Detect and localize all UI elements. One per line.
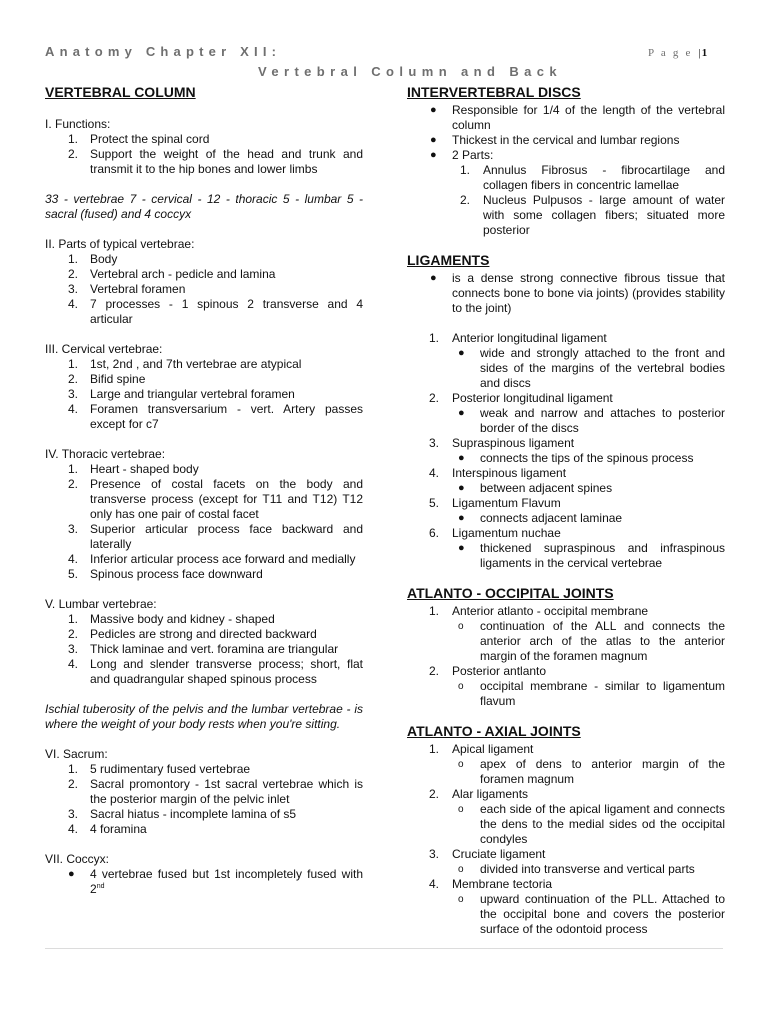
coccyx-heading: VII. Coccyx: bbox=[45, 852, 110, 866]
list-item: ● thickened supraspinous and infraspinous ligaments in the cervical vertebrae bbox=[458, 541, 725, 570]
list-item: 4. Foramen transversarium - vert. Artery passes except for c7 bbox=[68, 402, 363, 431]
page-number-value: 1 bbox=[701, 47, 708, 59]
chapter-subtitle: Vertebral Column and Back bbox=[258, 64, 563, 79]
list-item: 1. Massive body and kidney - shaped bbox=[68, 612, 275, 626]
bullet-icon: ● bbox=[458, 512, 465, 524]
bullet-icon: ● bbox=[458, 452, 465, 464]
list-item: ● wide and strongly attached to the front and sides of the margins of the vertebral bodies and discs bbox=[458, 346, 725, 390]
list-item: o apex of dens to anterior margin of the foramen magnum bbox=[458, 757, 725, 786]
list-item: 3. Large and triangular vertebral foramen bbox=[68, 387, 295, 401]
page-label: P a g e bbox=[648, 47, 693, 59]
list-item: 3. Vertebral foramen bbox=[68, 282, 186, 296]
sacrum-heading: VI. Sacrum: bbox=[45, 747, 108, 761]
ligaments-intro bbox=[407, 271, 725, 316]
bullet-icon: ● bbox=[68, 868, 75, 880]
list-item: 3. Thick laminae and vert. foramina are triangular bbox=[68, 642, 339, 656]
list-item: 3. Cruciate ligament o divided into transverse and vertical parts bbox=[407, 847, 725, 877]
section-title-ligaments: LIGAMENTS bbox=[407, 252, 490, 268]
ligaments-list bbox=[407, 331, 725, 571]
list-item: o divided into transverse and vertical parts bbox=[458, 862, 695, 876]
list-item: 1. Annulus Fibrosus - fibrocartilage and collagen fibers in concentric lamellae bbox=[460, 163, 725, 192]
list-item: 1. Anterior atlanto - occipital membrane o continuation of the ALL and connects the anterior arch of the atlas to the anterior margin of the foramen magnum bbox=[407, 604, 725, 664]
list-item: 2. Posterior antlanto o occipital membrane - similar to ligamentum flavum bbox=[407, 664, 725, 709]
chapter-title: Anatomy Chapter XII: bbox=[45, 44, 282, 59]
list-item: 4. Membrane tectoria o upward continuation of the PLL. Attached to the occipital bone and covers the posterior surface of the odontoid process bbox=[407, 877, 725, 937]
bullet-icon: ● bbox=[430, 134, 437, 146]
section-title-vertebral-column: VERTEBRAL COLUMN bbox=[45, 84, 196, 100]
list-item: ● Thickest in the cervical and lumbar regions bbox=[430, 133, 680, 147]
functions-list bbox=[45, 132, 363, 177]
list-item: 2. Alar ligaments o each side of the apical ligament and connects the dens to the medial sides od the occipital condyles bbox=[407, 787, 725, 847]
bullet-icon: ● bbox=[458, 347, 465, 359]
list-item: 4. 7 processes - 1 spinous 2 transverse and 4 articular bbox=[68, 297, 363, 326]
list-item: 1. Anterior longitudinal ligament ● wide and strongly attached to the front and sides of the margins of the vertebral bodies and discs bbox=[407, 331, 725, 391]
list-item: ● between adjacent spines bbox=[458, 481, 613, 495]
ischial-note: Ischial tuberosity of the pelvis and the lumbar vertebrae - is where the weight of your body rests when you're sitting. bbox=[45, 702, 363, 731]
section-title-intervertebral-discs: INTERVERTEBRAL DISCS bbox=[407, 84, 581, 100]
cervical-list bbox=[45, 357, 363, 432]
circle-bullet-icon: o bbox=[458, 621, 464, 632]
list-item: o upward continuation of the PLL. Attached to the occipital bone and covers the posterior surface of the odontoid process bbox=[458, 892, 725, 936]
bullet-icon: ● bbox=[458, 542, 465, 554]
list-item: 1. 5 rudimentary fused vertebrae bbox=[68, 762, 251, 776]
list-item: 2. Vertebral arch - pedicle and lamina bbox=[68, 267, 276, 281]
circle-bullet-icon: o bbox=[458, 804, 464, 815]
bullet-icon: ● bbox=[458, 482, 465, 494]
list-item: 2. Posterior longitudinal ligament ● weak and narrow and attaches to posterior border of the discs bbox=[407, 391, 725, 436]
bullet-icon: ● bbox=[430, 149, 437, 161]
list-item: o occipital membrane - similar to ligamentum flavum bbox=[458, 679, 725, 708]
list-item: 3. Superior articular process face backward and laterally bbox=[68, 522, 363, 551]
left-column bbox=[45, 84, 363, 897]
list-item: 2. Presence of costal facets on the body and transverse process (except for T11 and T12) T12 only has one pair of costal facet bbox=[68, 477, 363, 521]
list-item: 4. Long and slender transverse process; short, flat and quadrangular shaped spinous process bbox=[68, 657, 363, 686]
list-item: 4. Interspinous ligament ● between adjacent spines bbox=[407, 466, 725, 496]
list-item: 3. Supraspinous ligament ● connects the tips of the spinous process bbox=[407, 436, 725, 466]
circle-bullet-icon: o bbox=[458, 894, 464, 905]
list-item: 3. Sacral hiatus - incomplete lamina of s5 bbox=[68, 807, 297, 821]
list-item: 1. Heart - shaped body bbox=[68, 462, 199, 476]
list-item: 1. Apical ligament o apex of dens to anterior margin of the foramen magnum bbox=[407, 742, 725, 787]
list-item: 5. Ligamentum Flavum ● connects adjacent laminae bbox=[407, 496, 725, 526]
list-item: ● weak and narrow and attaches to posterior border of the discs bbox=[458, 406, 725, 435]
lumbar-list bbox=[45, 612, 363, 687]
list-item: ● 2 Parts: 1. Annulus Fibrosus - fibrocartilage and collagen fibers in concentric lamellae 2. Nucleus Pulpusos - large amount of water with some collagen fibers; situated more posterior bbox=[407, 148, 725, 238]
atlanto-occipital-list bbox=[407, 604, 725, 709]
circle-bullet-icon: o bbox=[458, 759, 464, 770]
thoracic-heading: IV. Thoracic vertebrae: bbox=[45, 447, 166, 461]
page-separator: | bbox=[698, 47, 701, 59]
disc-parts-list bbox=[407, 163, 725, 238]
list-item: 1. Body bbox=[68, 252, 118, 266]
list-item: 6. Ligamentum nuchae ● thickened supraspinous and infraspinous ligaments in the cervical vertebrae bbox=[407, 526, 725, 571]
bullet-icon: ● bbox=[430, 104, 437, 116]
parts-list bbox=[45, 252, 363, 327]
cervical-heading: III. Cervical vertebrae: bbox=[45, 342, 163, 356]
sacrum-list bbox=[45, 762, 363, 837]
list-item: 2. Sacral promontory - 1st sacral vertebrae which is the posterior margin of the pelvic inlet bbox=[68, 777, 363, 806]
list-item: 4. 4 foramina bbox=[68, 822, 147, 836]
list-item: 1. Protect the spinal cord bbox=[68, 132, 210, 146]
circle-bullet-icon: o bbox=[458, 681, 464, 692]
list-item: 2. Bifid spine bbox=[68, 372, 146, 386]
atlanto-axial-list bbox=[407, 742, 725, 937]
list-item: ● 4 vertebrae fused but 1st incompletely fused with 2nd bbox=[68, 867, 363, 896]
functions-heading: I. Functions: bbox=[45, 117, 111, 131]
list-item: 2. Nucleus Pulpusos - large amount of water with some collagen fibers; situated more posterior bbox=[460, 193, 725, 237]
coccyx-list bbox=[45, 867, 363, 897]
list-item: ● connects adjacent laminae bbox=[458, 511, 623, 525]
bullet-icon: ● bbox=[458, 407, 465, 419]
list-item: o each side of the apical ligament and connects the dens to the medial sides od the occipital condyles bbox=[458, 802, 725, 846]
section-title-atlanto-occipital: ATLANTO - OCCIPITAL JOINTS bbox=[407, 585, 614, 601]
parts-heading: II. Parts of typical vertebrae: bbox=[45, 237, 195, 251]
lumbar-heading: V. Lumbar vertebrae: bbox=[45, 597, 157, 611]
discs-list bbox=[407, 103, 725, 238]
list-item: 4. Inferior articular process ace forward and medially bbox=[68, 552, 356, 566]
list-item: o continuation of the ALL and connects the anterior arch of the atlas to the anterior margin of the foramen magnum bbox=[458, 619, 725, 663]
page-number bbox=[648, 47, 707, 59]
list-item: 2. Support the weight of the head and trunk and transmit it to the hip bones and lower limbs bbox=[68, 147, 363, 176]
bullet-icon: ● bbox=[430, 272, 437, 284]
page-header bbox=[0, 0, 768, 90]
list-item: ● Responsible for 1/4 of the length of the vertebral column bbox=[430, 103, 725, 132]
list-item: ● is a dense strong connective fibrous tissue that connects bone to bone via joints) (provides stability to the joint) bbox=[430, 271, 725, 315]
section-title-atlanto-axial: ATLANTO - AXIAL JOINTS bbox=[407, 723, 581, 739]
thoracic-list bbox=[45, 462, 363, 582]
list-item: ● connects the tips of the spinous process bbox=[458, 451, 694, 465]
circle-bullet-icon: o bbox=[458, 864, 464, 875]
right-column bbox=[407, 84, 725, 937]
list-item: 1. 1st, 2nd , and 7th vertebrae are atypical bbox=[68, 357, 302, 371]
list-item: 5. Spinous process face downward bbox=[68, 567, 263, 581]
list-item: 2. Pedicles are strong and directed backward bbox=[68, 627, 317, 641]
vertebrae-count-note: 33 - vertebrae 7 - cervical - 12 - thoracic 5 - lumbar 5 - sacral (fused) and 4 coccyx bbox=[45, 192, 363, 221]
footer-divider bbox=[45, 948, 723, 949]
